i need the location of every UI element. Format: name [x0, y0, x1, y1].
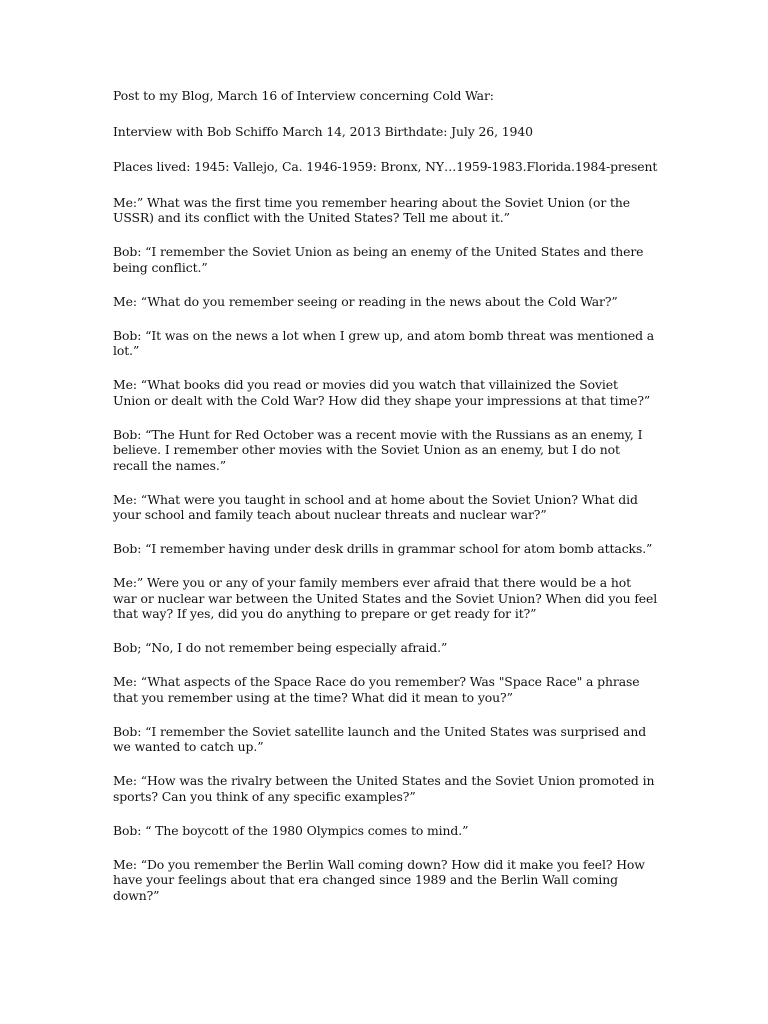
interview-answer-4: Bob: “I remember having under desk drills in grammar school for atom bomb attacks.” — [113, 541, 653, 556]
interview-answer-7: Bob: “ The boycott of the 1980 Olympics comes to mind.” — [113, 822, 469, 838]
interview-question-7: Me: “How was the rivalry between the United States and the Soviet Union promoted in sports? Can you think of any specific examples?” — [113, 773, 655, 804]
interview-answer-3: Bob: “The Hunt for Red October was a recent movie with the Russians as an enemy, I believe. I remember other movies with the Soviet Union as an enemy, but I do not recall the names.” — [113, 426, 643, 473]
interview-question-3: Me: “What books did you read or movies did you watch that villainized the Soviet Union or dealt with the Cold War? How did they shape your impressions at that time?” — [113, 377, 651, 408]
interview-answer-2: Bob: “It was on the news a lot when I grew up, and atom bomb threat was mentioned a lot.” — [113, 327, 655, 358]
interview-answer-6: Bob: “I remember the Soviet satellite launch and the United States was surprised and we wanted to catch up.” — [113, 723, 647, 754]
blog-post-title: Post to my Blog, March 16 of Interview concerning Cold War: — [113, 88, 494, 103]
places-lived-line: Places lived: 1945: Vallejo, Ca. 1946-1959: Bronx, NY…1959-1983.Florida.1984-present — [113, 159, 658, 174]
interview-question-8: Me: “Do you remember the Berlin Wall coming down? How did it make you feel? How have your feelings about that era changed since 1989 and the Berlin Wall coming down?” — [113, 856, 645, 903]
interview-answer-5: Bob; “No, I do not remember being especially afraid.” — [113, 640, 448, 655]
interview-answer-1: Bob: “I remember the Soviet Union as being an enemy of the United States and there being conflict.” — [113, 244, 644, 275]
document-body — [113, 88, 658, 922]
interview-info-line: Interview with Bob Schiffo March 14, 2013 Birthdate: July 26, 1940 — [113, 123, 533, 139]
interview-question-4: Me: “What were you taught in school and at home about the Soviet Union? What did your school and family teach about nuclear threats and nuclear war?” — [113, 491, 638, 522]
interview-question-2: Me: “What do you remember seeing or reading in the news about the Cold War?” — [113, 293, 618, 309]
interview-question-5: Me:” Were you or any of your family members ever afraid that there would be a hot war or nuclear war between the United States and the Soviet Union? When did you feel that way? If yes, did you do anything to prepare or get ready for it?” — [113, 575, 658, 621]
interview-question-6: Me: “What aspects of the Space Race do you remember? Was "Space Race" a phrase that you remember using at the time? What did it mean to you?” — [113, 674, 640, 705]
interview-question-1: Me:” What was the first time you remember hearing about the Soviet Union (or the USSR) and its conflict with the United States? Tell me about it.” — [113, 194, 631, 225]
